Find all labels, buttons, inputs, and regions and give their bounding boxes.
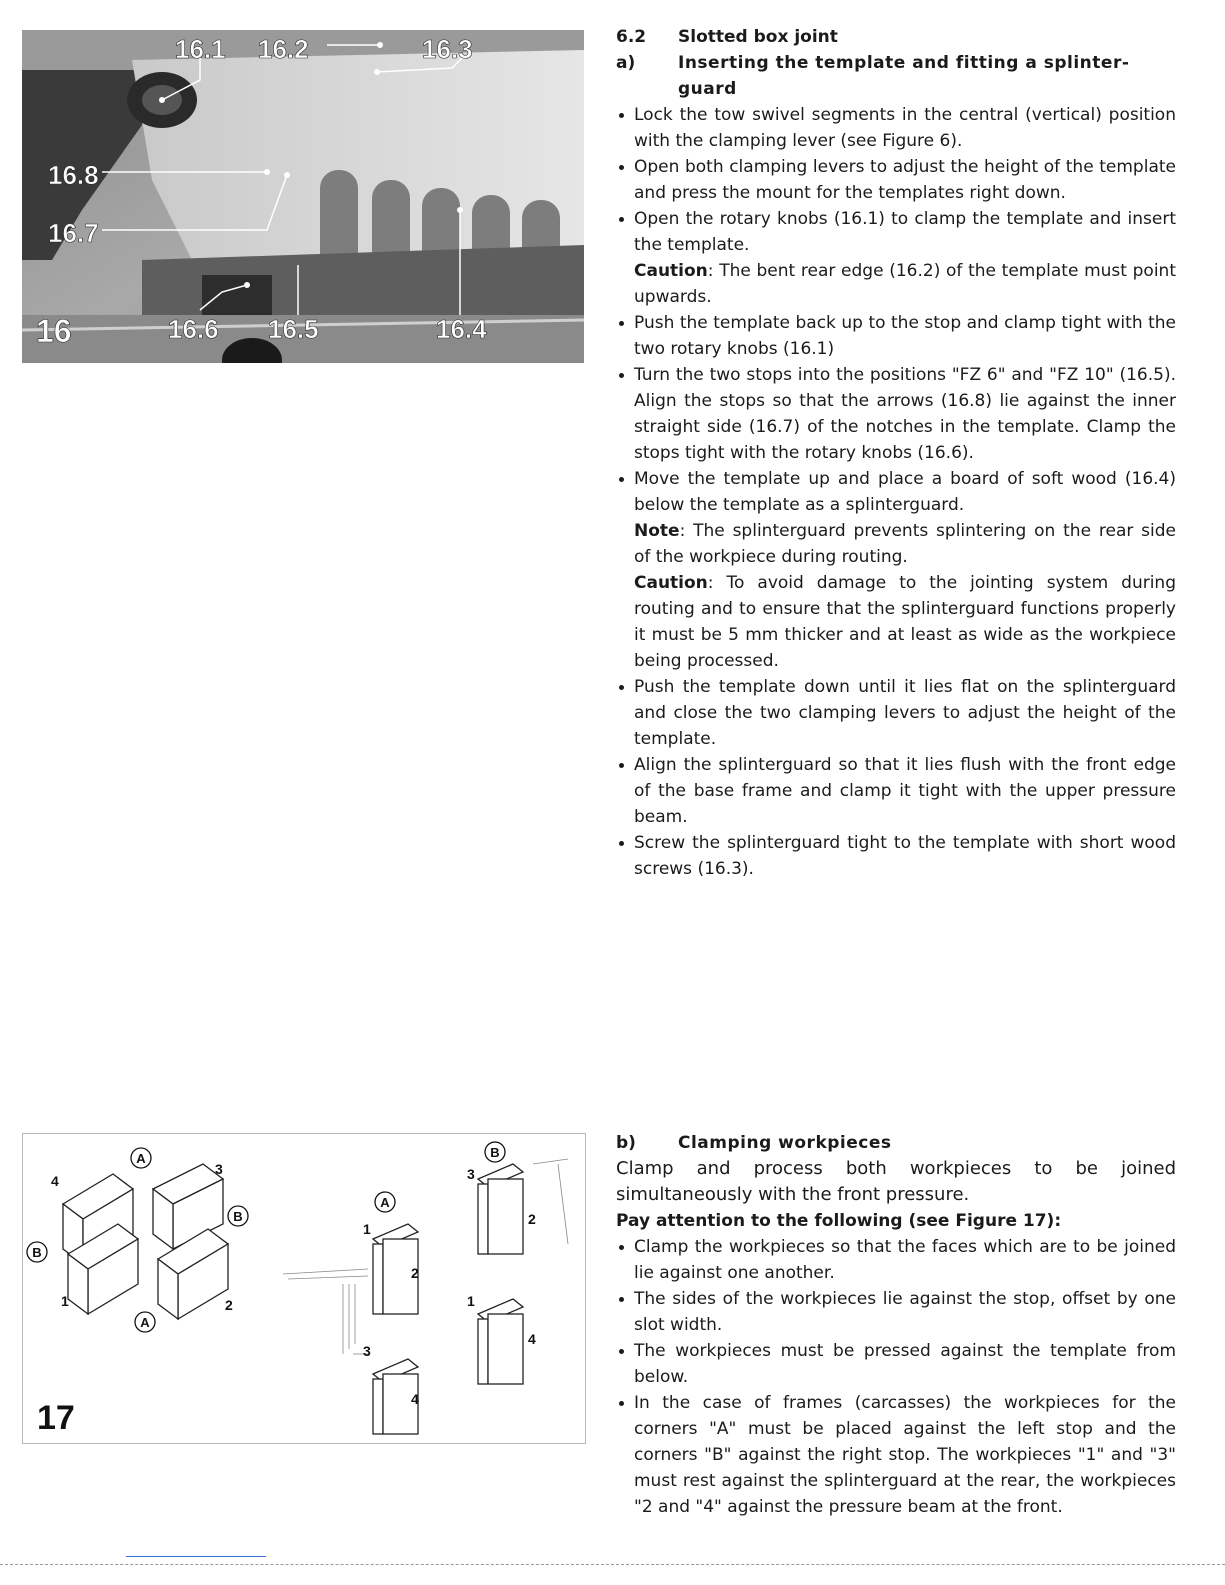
figure-16-illustration — [22, 30, 584, 363]
caution-1-label: Caution — [634, 261, 708, 281]
piece-label-1b: 1 — [363, 1221, 371, 1237]
list-item: Screw the splinterguard tight to the template with short wood screws (16.3). — [616, 830, 1176, 882]
piece-label-3: 3 — [215, 1161, 223, 1177]
note-block — [616, 518, 1176, 570]
section-6-2 — [616, 24, 1176, 882]
attention-line: Pay attention to the following (see Figure 17): — [616, 1211, 1062, 1231]
piece-label-4: 4 — [51, 1173, 59, 1189]
list-item: Lock the tow swivel segments in the central (vertical) position with the clamping lever (see Figure 6). — [616, 102, 1176, 154]
list-item: Open both clamping levers to adjust the height of the template and press the mount for the templates right down. — [616, 154, 1176, 206]
corner-a-bottom: A — [140, 1315, 150, 1330]
figure-16-photo — [22, 30, 584, 363]
callout-16-5: 16.5 — [268, 314, 319, 344]
bullet-list-b — [616, 1234, 1176, 1520]
corner-b-mid: B — [490, 1145, 500, 1160]
piece-label-2: 2 — [225, 1297, 233, 1313]
list-item: Push the template down until it lies flat on the splinterguard and close the two clamping levers to adjust the height of the template. — [616, 674, 1176, 752]
caution-1-text: : The bent rear edge (16.2) of the template must point upwards. — [634, 261, 1176, 307]
section-title: Slotted box joint — [678, 27, 838, 47]
piece-label-4c: 4 — [411, 1391, 419, 1407]
section-heading — [616, 24, 1176, 50]
subsection-b-title: Clamping workpieces — [678, 1133, 892, 1153]
piece-label-1c: 1 — [467, 1293, 475, 1309]
callout-16-2: 16.2 — [258, 34, 309, 64]
caution-2 — [616, 570, 1176, 674]
piece-label-3c: 3 — [363, 1343, 371, 1359]
list-item: The sides of the workpieces lie against the stop, offset by one slot width. — [616, 1286, 1176, 1338]
list-item: Open the rotary knobs (16.1) to clamp the template and insert the template. — [616, 206, 1176, 258]
piece-label-2b: 2 — [411, 1265, 419, 1281]
corner-b-right: B — [233, 1209, 243, 1224]
footer-link-underline — [126, 1556, 266, 1557]
note-label: Note — [634, 521, 680, 541]
section-b — [616, 1130, 1176, 1520]
piece-label-4b: 4 — [528, 1331, 536, 1347]
piece-label-1: 1 — [61, 1293, 69, 1309]
piece-label-3b: 3 — [467, 1166, 475, 1182]
caution-2-text: : To avoid damage to the jointing system during routing and to ensure that the splinterguard functions properly it must be 5 mm thicker and at least as wide as the workpiece being processed. — [634, 573, 1176, 671]
piece-label-2c: 2 — [528, 1211, 536, 1227]
bullet-list-1 — [616, 102, 1176, 258]
caution-2-label: Caution — [634, 573, 708, 593]
section-number: 6.2 — [616, 27, 647, 47]
figure-17-number: 17 — [37, 1399, 75, 1437]
callout-16-4: 16.4 — [436, 314, 487, 344]
list-item: Move the template up and place a board of soft wood (16.4) below the template as a splinterguard. — [616, 466, 1176, 518]
subsection-a-letter: a) — [616, 53, 636, 73]
figure-16-number: 16 — [36, 313, 72, 349]
subsection-a-heading — [616, 50, 1176, 102]
caution-1 — [616, 258, 1176, 310]
callout-16-1: 16.1 — [175, 34, 226, 64]
subsection-b-heading — [616, 1130, 1176, 1156]
subsection-a-title: Inserting the template and fitting a splinter-guard — [678, 53, 1130, 99]
callout-16-8: 16.8 — [48, 160, 99, 190]
list-item: Push the template back up to the stop and clamp tight with the two rotary knobs (16.1) — [616, 310, 1176, 362]
callout-16-7: 16.7 — [48, 218, 99, 248]
list-item: Turn the two stops into the positions "FZ 6" and "FZ 10" (16.5). Align the stops so that the arrows (16.8) lie against the inner straight side (16.7) of the notches in the template. Clamp the stops tight with the rotary knobs (16.6). — [616, 362, 1176, 466]
bullet-list-2 — [616, 310, 1176, 518]
subsection-b-letter: b) — [616, 1133, 636, 1153]
list-item: The workpieces must be pressed against the template from below. — [616, 1338, 1176, 1390]
corner-b-left: B — [32, 1245, 42, 1260]
corner-a-top: A — [136, 1151, 146, 1166]
note-text: : The splinterguard prevents splintering on the rear side of the workpiece during routing. — [634, 521, 1176, 567]
callout-16-6: 16.6 — [168, 314, 219, 344]
footer-divider — [0, 1564, 1225, 1565]
figure-17 — [22, 1133, 586, 1444]
corner-a-mid: A — [380, 1195, 390, 1210]
list-item: Align the splinterguard so that it lies flush with the front edge of the base frame and clamp it tight with the upper pressure beam. — [616, 752, 1176, 830]
bullet-list-3 — [616, 674, 1176, 882]
callout-16-3: 16.3 — [422, 34, 473, 64]
list-item: Clamp the workpieces so that the faces which are to be joined lie against one another. — [616, 1234, 1176, 1286]
figure-17-diagram — [23, 1134, 585, 1443]
list-item: In the case of frames (carcasses) the workpieces for the corners "A" must be placed against the left stop and the corners "B" against the right stop. The workpieces "1" and "3" must rest against the splinterguard at the rear, the workpieces "2 and "4" against the pressure beam at the front. — [616, 1390, 1176, 1520]
section-b-intro: Clamp and process both workpieces to be joined simultaneously with the front pressure. — [616, 1158, 1176, 1205]
